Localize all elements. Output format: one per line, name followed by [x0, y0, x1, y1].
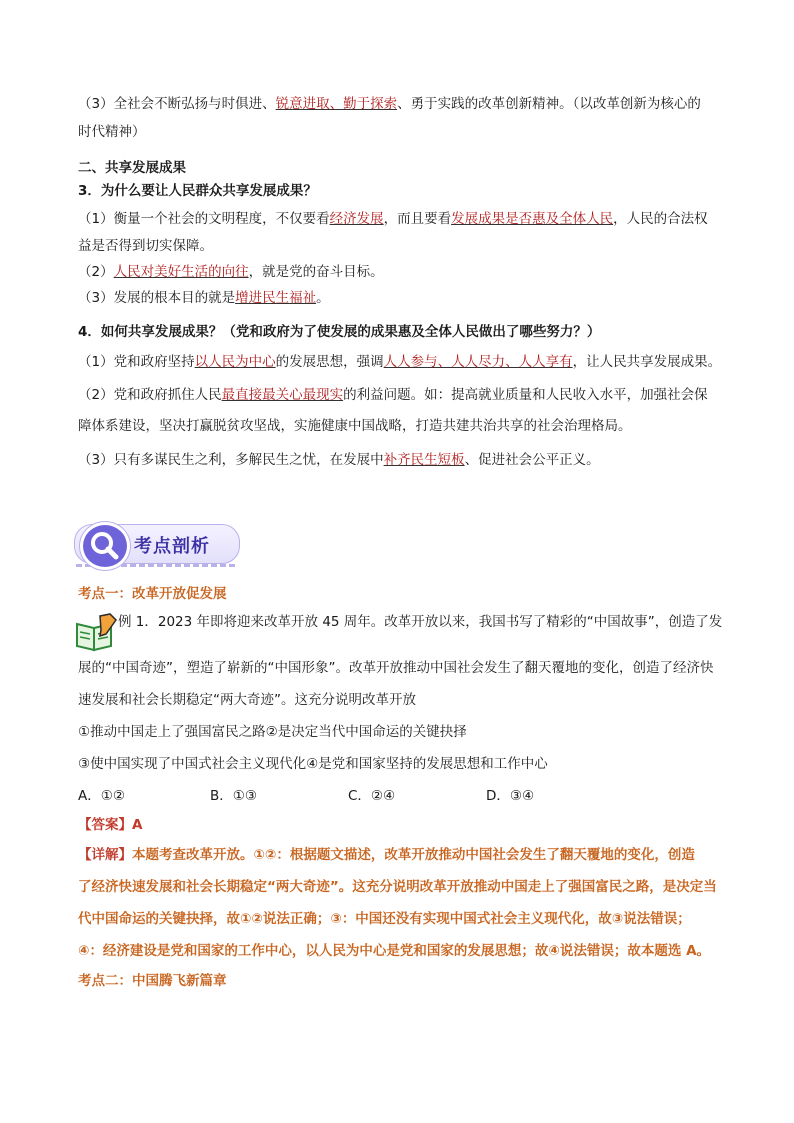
q3-item-1: （1）衡量一个社会的文明程度，不仅要看经济发展，而且要看发展成果是否惠及全体人民，人民的合法权	[78, 211, 708, 227]
question-3: 3．为什么要让人民群众共享发展成果？	[78, 183, 317, 199]
example-1-line-1: 例 1．2023 年即将迎来改革开放 45 周年。改革开放以来，我国书写了精彩的“中国故事”，创造了发	[118, 614, 723, 630]
underlined-answer: 最直接最关心最现实	[221, 387, 344, 403]
banner-title: 考点剖析	[134, 536, 210, 557]
underlined-answer: 人人参与、人人尽力、人人享有	[383, 354, 573, 370]
detail-line-1: 【详解】本题考查改革开放。①②：根据题文描述，改革开放推动中国社会发生了翻天覆地的变化，创造	[78, 847, 695, 863]
option-b: B．①③	[210, 788, 257, 804]
option-a: A．①②	[78, 788, 125, 804]
q3-item-2: （2）人民对美好生活的向往，就是党的奋斗目标。	[78, 264, 384, 280]
prev-item-3: （3）全社会不断弘扬与时俱进、锐意进取、勤于探索、勇于实践的改革创新精神。（以改革创新为核心的	[78, 96, 701, 112]
detail-line-4: ④：经济建设是党和国家的工作中心，以人民为中心是党和国家的发展思想；故④说法错误；故本题选 A。	[78, 943, 711, 959]
kaodian-1-label: 考点一：改革开放促发展	[78, 586, 227, 602]
detail-line-3: 代中国命运的关键抉择，故①②说法正确；③：中国还没有实现中国式社会主义现代化，故③说法错误；	[78, 911, 691, 927]
q3-item-1-cont: 益是否得到切实保障。	[78, 238, 213, 254]
q4-item-2-cont: 障体系建设，坚决打赢脱贫攻坚战，实施健康中国战略，打造共建共治共享的社会治理格局。	[78, 418, 632, 434]
section-heading: 二、共享发展成果	[78, 160, 186, 176]
statement-1-2: ①推动中国走上了强国富民之路②是决定当代中国命运的关键抉择	[78, 724, 467, 740]
statement-3-4: ③使中国实现了中国式社会主义现代化④是党和国家坚持的发展思想和工作中心	[78, 756, 548, 772]
q3-item-3: （3）发展的根本目的就是增进民生福祉。	[78, 290, 330, 306]
underlined-answer: 人民对美好生活的向往	[113, 264, 249, 280]
q4-item-1: （1）党和政府坚持以人民为中心的发展思想，强调人人参与、人人尽力、人人享有，让人民共享发展成果。	[78, 354, 722, 370]
kaodian-banner	[74, 520, 242, 566]
answer: 【答案】A	[78, 817, 143, 833]
banner-icon-circle	[80, 522, 130, 570]
q4-item-2: （2）党和政府抓住人民最直接最关心最现实的利益问题。如：提高就业质量和人民收入水平，加强社会保	[78, 387, 708, 403]
kaodian-2-label: 考点二：中国腾飞新篇章	[78, 973, 227, 989]
detail-line-2: 了经济快速发展和社会长期稳定“两大奇迹”。这充分说明改革开放推动中国走上了强国富民之路，是决定当	[78, 879, 717, 895]
prev-item-3-cont: 时代精神）	[78, 124, 146, 140]
book-pencil-icon	[74, 612, 118, 652]
option-d: D．③④	[486, 788, 535, 804]
example-1-line-2: 展的“中国奇迹”，塑造了崭新的“中国形象”。改革开放推动中国社会发生了翻天覆地的变化，创造了经济快	[78, 660, 714, 676]
underlined-answer: 以人民为中心	[194, 354, 276, 370]
underlined-answer: 增进民生福祉	[235, 290, 317, 306]
underlined-answer: 锐意进取、勤于探索	[275, 96, 398, 112]
option-c: C．②④	[348, 788, 396, 804]
example-1-line-3: 速发展和社会长期稳定“两大奇迹”。这充分说明改革开放	[78, 692, 416, 708]
underlined-answer: 发展成果是否惠及全体人民	[451, 211, 614, 227]
q4-item-3: （3）只有多谋民生之利，多解民生之忧，在发展中补齐民生短板、促进社会公平正义。	[78, 452, 600, 468]
search-icon	[83, 525, 127, 567]
underlined-answer: 补齐民生短板	[383, 452, 465, 468]
question-4: 4．如何共享发展成果？（党和政府为了使发展的成果惠及全体人民做出了哪些努力？）	[78, 324, 601, 340]
underlined-answer: 经济发展	[329, 211, 384, 227]
